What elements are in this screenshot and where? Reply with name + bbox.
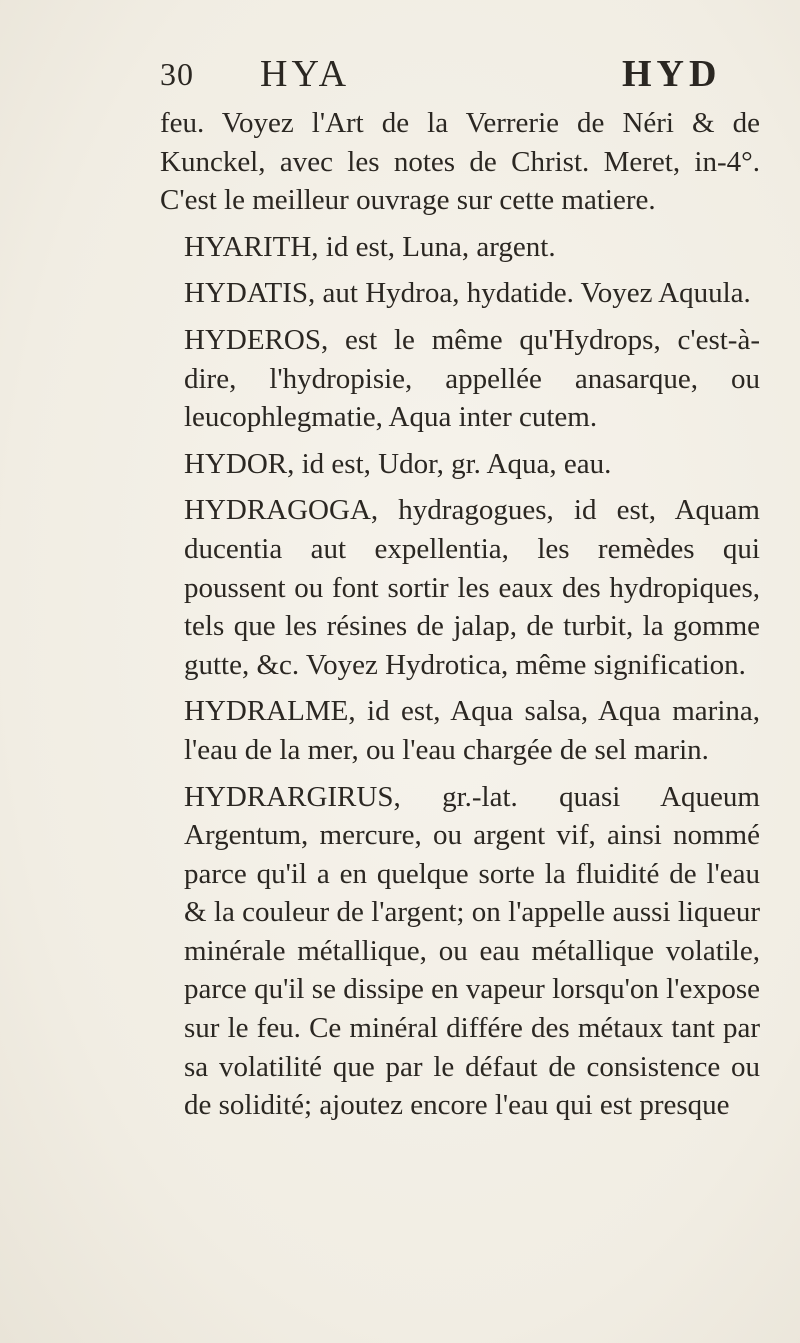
running-header (160, 52, 760, 100)
right-headword: HYD (622, 53, 722, 95)
dictionary-text (160, 104, 760, 1125)
dictionary-entry: HYDATIS, aut Hydroa, hydatide. Voyez Aquula. (184, 277, 751, 310)
page-number: 30 (160, 56, 194, 92)
dictionary-entry: HYDRALME, id est, Aqua salsa, Aqua marina, l'eau de la mer, ou l'eau chargée de sel marin. (184, 695, 760, 766)
entry-separator (160, 266, 760, 274)
dictionary-entry: HYDOR, id est, Udor, gr. Aqua, eau. (184, 447, 612, 480)
dictionary-entry: HYDRAGOGA, hydragogues, id est, Aquam ducentia aut expellentia, les remèdes qui poussent ou font sortir les eaux des hydropiques, tels que les résines de jalap, de turbit, la gomme gutte, &c. Voyez Hydrotica, même signification. (184, 494, 760, 681)
dictionary-entry: HYARITH, id est, Luna, argent. (184, 230, 556, 263)
entry-separator (160, 684, 760, 692)
left-headword: HYA (260, 53, 351, 95)
continuation-paragraph: feu. Voyez l'Art de la Verrerie de Néri & de Kunckel, avec les notes de Christ. Meret, in-4°. C'est le meilleur ouvrage sur cette matiere. (160, 107, 760, 217)
entry-separator (160, 483, 760, 491)
entry-separator (160, 770, 760, 778)
dictionary-entry: HYDRARGIRUS, gr.-lat. quasi Aqueum Argentum, mercure, ou argent vif, ainsi nommé parce qu'il a en quelque sorte la fluidité de l'eau & la couleur de l'argent; on l'appelle aussi liqueur minérale métallique, ou eau métallique volatile, parce qu'il se dissipe en vapeur lorsqu'on l'expose sur le feu. Ce minéral différe des métaux tant par sa volatilité que par le défaut de consistence ou de solidité; ajoutez encore l'eau qui est presque (184, 780, 760, 1122)
entry-separator (160, 437, 760, 445)
dictionary-entry: HYDEROS, est le même qu'Hydrops, c'est-à-dire, l'hydropisie, appellée anasarque, ou leucophlegmatie, Aqua inter cutem. (184, 323, 760, 434)
entry-separator (160, 220, 760, 228)
entry-separator (160, 313, 760, 321)
